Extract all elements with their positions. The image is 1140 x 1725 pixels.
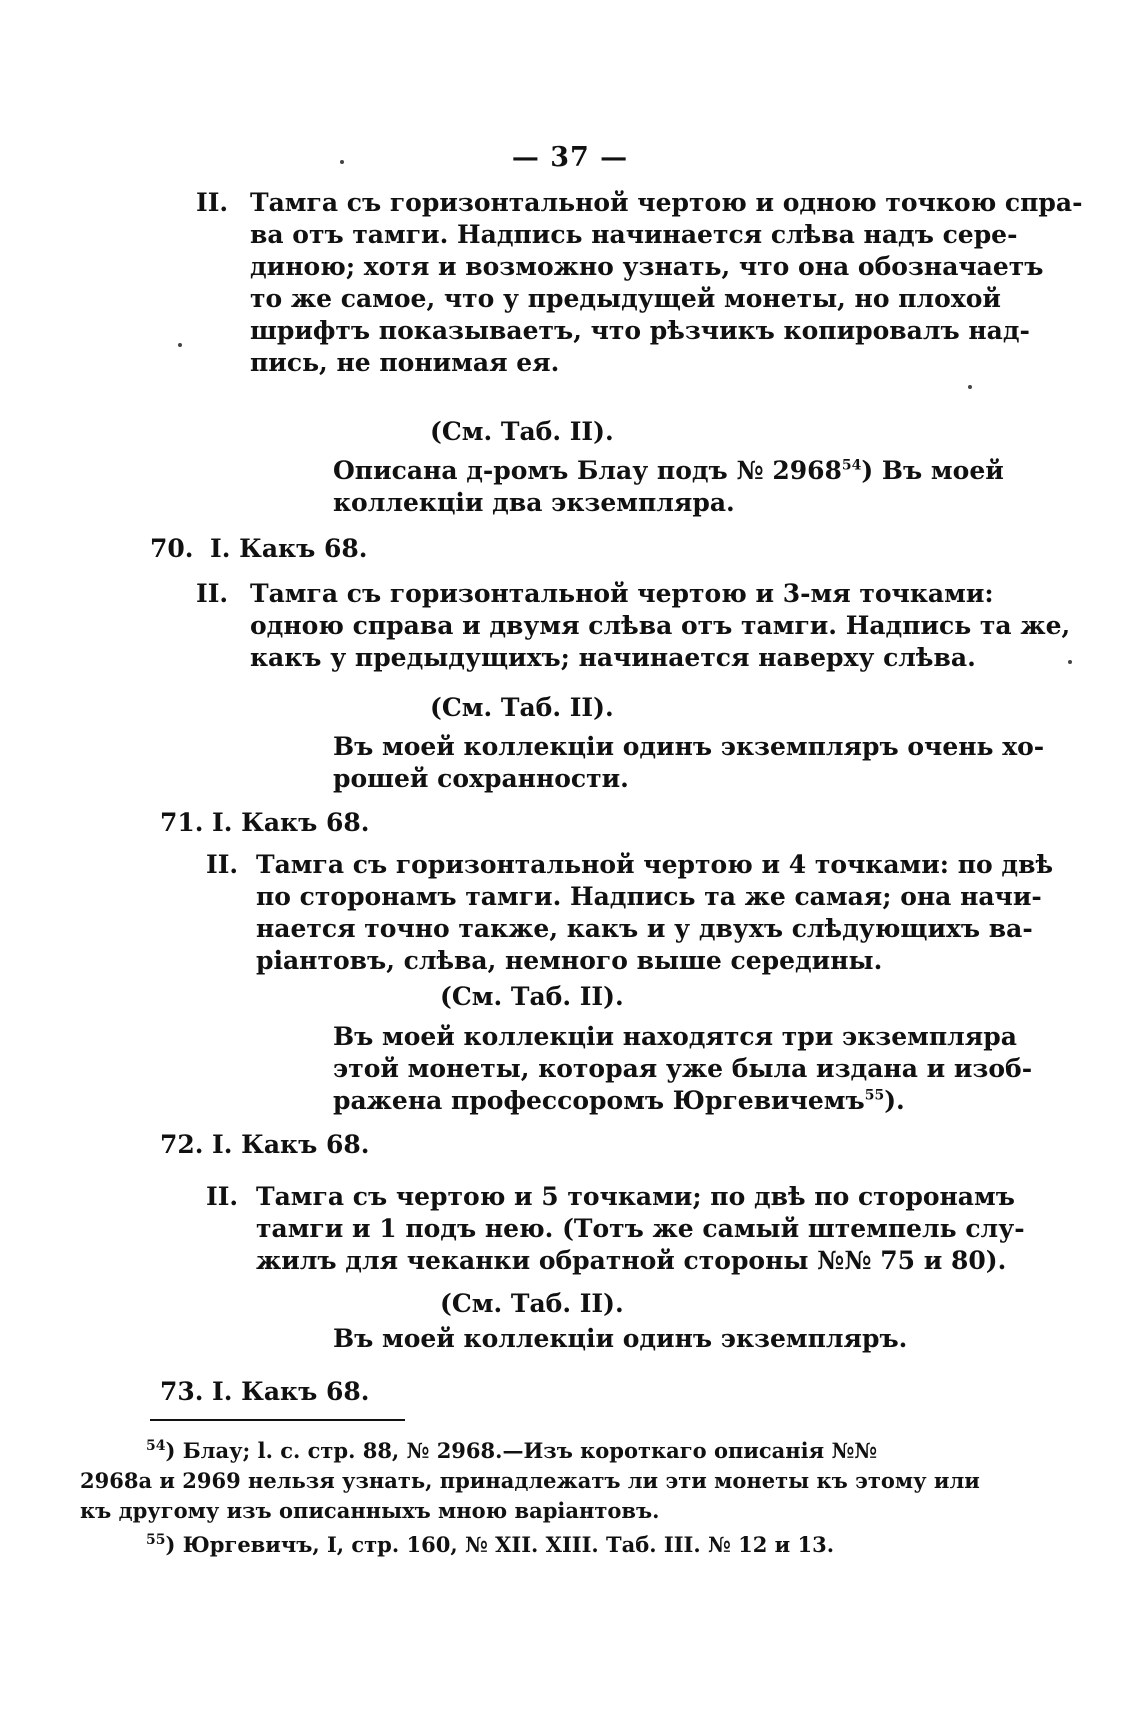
- print-speck: [1068, 660, 1072, 664]
- see-table-ref: (См. Таб. II).: [440, 1289, 624, 1318]
- print-speck: [178, 343, 182, 347]
- text-line: Тамга съ чертою и 5 точками; по двѣ по сторонамъ: [256, 1182, 1015, 1211]
- text-line: Тамга съ горизонтальной чертою и 4 точками: по двѣ: [256, 850, 1054, 879]
- text-line: шрифтъ показываетъ, что рѣзчикъ копировалъ над-: [250, 316, 1030, 345]
- footnote-54: [80, 1436, 980, 1526]
- entry-label: II.: [206, 850, 239, 879]
- collection-note: [333, 1021, 1033, 1117]
- footnote-text: 2968a и 2969 нельзя узнать, принадлежатъ ли эти монеты къ этому или: [80, 1468, 980, 1493]
- entry-number: 73.: [160, 1377, 204, 1406]
- text-line: по сторонамъ тамги. Надпись та же самая; она начи-: [256, 882, 1042, 911]
- text-line: какъ у предыдущихъ; начинается наверху слѣва.: [250, 643, 976, 672]
- footnote-text: къ другому изъ описанныхъ мною варіантовъ.: [80, 1498, 660, 1523]
- entry-number: 70.: [150, 534, 194, 563]
- obverse-line: I. Какъ 68.: [212, 1377, 370, 1406]
- text-line: коллекціи два экземпляра.: [333, 488, 735, 517]
- text-line: тамги и 1 подъ нею. (Тотъ же самый штемпель слу-: [256, 1214, 1025, 1243]
- entry-label: II.: [196, 579, 229, 608]
- text-line: Въ моей коллекціи находятся три экземпляра: [333, 1022, 1017, 1051]
- text-line: диною; хотя и возможно узнать, что она обозначаетъ: [250, 252, 1044, 281]
- collection-note: [333, 455, 1004, 519]
- entry-71-reverse: [206, 849, 1054, 977]
- text-line: ражена профессоромъ Юргевичемъ: [333, 1086, 865, 1115]
- entry-69-reverse: [196, 187, 1083, 379]
- text-line: пись, не понимая ея.: [250, 348, 560, 377]
- collection-note: [333, 1323, 993, 1355]
- obverse-line: I. Какъ 68.: [212, 1130, 370, 1159]
- text-line: жилъ для чеканки обратной стороны №№ 75 и 80).: [256, 1246, 1007, 1275]
- entry-72-reverse: [206, 1181, 1025, 1277]
- footnote-text: ) Юргевичъ, I, стр. 160, № XII. XIII. Таб. III. № 12 и 13.: [165, 1532, 835, 1557]
- text-line: Въ моей коллекціи одинъ экземпляръ очень хо-: [333, 732, 1045, 761]
- entry-number: 71.: [160, 808, 204, 837]
- print-speck: [340, 160, 344, 164]
- text-line: одною справа и двумя слѣва отъ тамги. Надпись та же,: [250, 611, 1071, 640]
- text-line: ва отъ тамги. Надпись начинается слѣва надъ сере-: [250, 220, 1018, 249]
- entry-70-reverse: [196, 578, 1071, 674]
- text-line: Тамга съ горизонтальной чертою и одною точкою спра-: [250, 188, 1083, 217]
- text-line: ).: [884, 1086, 905, 1115]
- footnote-divider: [150, 1419, 405, 1421]
- footnote-ref: 54: [841, 457, 862, 474]
- print-speck: [968, 385, 972, 389]
- footnote-55: [146, 1530, 834, 1560]
- footnote-text: ) Блау; l. c. стр. 88, № 2968.—Изъ короткаго описанія №№: [165, 1438, 878, 1463]
- page-number: — 37 —: [511, 142, 629, 173]
- text-line: то же самое, что у предыдущей монеты, но плохой: [250, 284, 1001, 313]
- collection-note: [333, 731, 1045, 795]
- text-line: Описана д-ромъ Блау подъ № 2968: [333, 456, 842, 485]
- text-line: ) Въ моей: [861, 456, 1004, 485]
- text-line: рошей сохранности.: [333, 764, 629, 793]
- see-table-ref: (См. Таб. II).: [430, 417, 614, 446]
- footnote-mark: 54: [146, 1438, 166, 1454]
- obverse-line: I. Какъ 68.: [210, 534, 368, 563]
- text-line: этой монеты, которая уже была издана и изоб-: [333, 1054, 1033, 1083]
- entry-label: II.: [206, 1182, 239, 1211]
- text-line: нается точно также, какъ и у двухъ слѣдующихъ ва-: [256, 914, 1033, 943]
- see-table-ref: (См. Таб. II).: [430, 693, 614, 722]
- see-table-ref: (См. Таб. II).: [440, 982, 624, 1011]
- footnote-ref: 55: [864, 1087, 885, 1104]
- text-line: ріантовъ, слѣва, немного выше середины.: [256, 946, 883, 975]
- obverse-line: I. Какъ 68.: [212, 808, 370, 837]
- entry-number: 72.: [160, 1130, 204, 1159]
- footnote-mark: 55: [146, 1532, 166, 1548]
- text-line: Тамга съ горизонтальной чертою и 3-мя точками:: [250, 579, 994, 608]
- entry-label: II.: [196, 188, 229, 217]
- text-line: Въ моей коллекціи одинъ экземпляръ.: [333, 1324, 908, 1353]
